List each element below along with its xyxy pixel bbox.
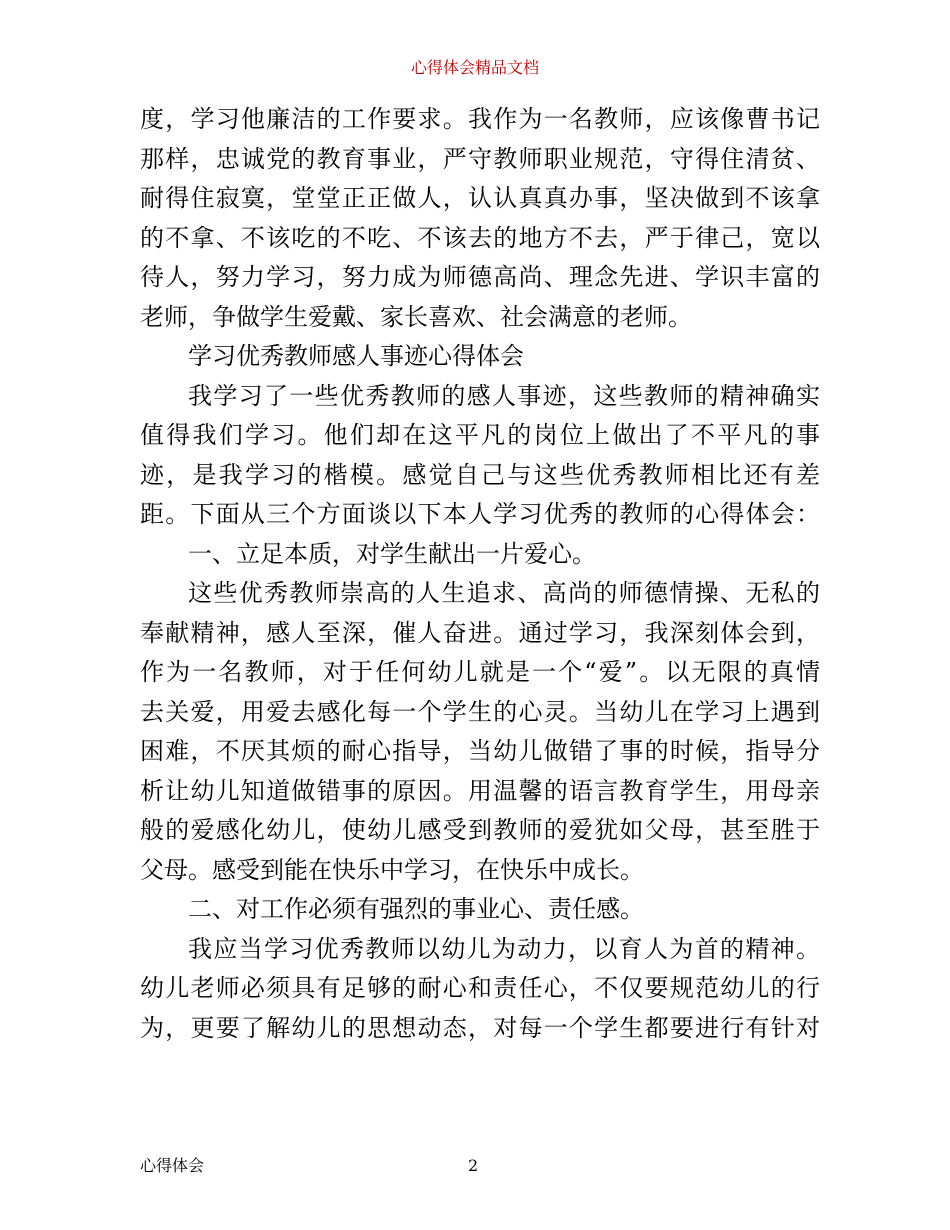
text-line: 值得我们学习。他们却在这平凡的岗位上做出了不平凡的事 [140, 421, 820, 449]
text-line: 幼儿老师必须具有足够的耐心和责任心，不仅要规范幼儿的行 [140, 974, 820, 1002]
text-line: 困难，不厌其烦的耐心指导，当幼儿做错了事的时候，指导分 [140, 737, 820, 765]
text-line: 度，学习他廉洁的工作要求。我作为一名教师，应该像曹书记 [140, 105, 820, 133]
text-line: 迹，是我学习的楷模。感觉自己与这些优秀教师相比还有差 [140, 460, 820, 489]
text-line: 奉献精神，感人至深，催人奋进。通过学习，我深刻体会到， [140, 618, 820, 647]
text-line: 那样，忠诚党的教育事业，严守教师职业规范，守得住清贫、 [140, 144, 820, 173]
text-line: 老师，争做学生爱戴、家长喜欢、社会满意的老师。 [140, 302, 692, 331]
text-line: 为，更要了解幼儿的思想动态，对每一个学生都要进行有针对 [140, 1013, 820, 1042]
page-header-title: 心得体会精品文档 [410, 58, 539, 77]
text-line: 般的爱感化幼儿，使幼儿感受到教师的爱犹如父母，甚至胜于 [140, 816, 820, 844]
page-number: 2 [468, 1156, 479, 1175]
text-line: 的不拿、不该吃的不吃、不该去的地方不去，严于律己，宽以 [140, 223, 820, 252]
text-line: 析让幼儿知道做错事的原因。用温馨的语言教育学生，用母亲 [140, 776, 820, 805]
section-heading: 学习优秀教师感人事迹心得体会 [188, 342, 524, 370]
text-line: 去关爱，用爱去感化每一个学生的心灵。当幼儿在学习上遇到 [140, 697, 820, 726]
text-line: 我应当学习优秀教师以幼儿为动力，以育人为首的精神。 [188, 934, 820, 963]
text-line: 耐得住寂寞，堂堂正正做人，认认真真办事，坚决做到不该拿 [140, 184, 820, 212]
text-line: 待人，努力学习，努力成为师德高尚、理念先进、学识丰富的 [140, 263, 820, 291]
text-line: 我学习了一些优秀教师的感人事迹，这些教师的精神确实 [188, 381, 820, 410]
text-line: 距。下面从三个方面谈以下本人学习优秀的教师的心得体会： [140, 500, 820, 528]
text-line: 这些优秀教师崇高的人生追求、高尚的师德情操、无私的 [188, 579, 820, 607]
text-line: 父母。感受到能在快乐中学习，在快乐中成长。 [140, 855, 644, 884]
subsection-heading: 一、立足本质，对学生献出一片爱心。 [188, 539, 596, 568]
subsection-heading: 二、对工作必须有强烈的事业心、责任感。 [188, 895, 644, 923]
page-footer-label: 心得体会 [140, 1156, 205, 1175]
document-body [140, 100, 820, 1048]
text-line: 作为一名教师，对于任何幼儿就是一个“爱”。以无限的真情 [140, 658, 820, 686]
